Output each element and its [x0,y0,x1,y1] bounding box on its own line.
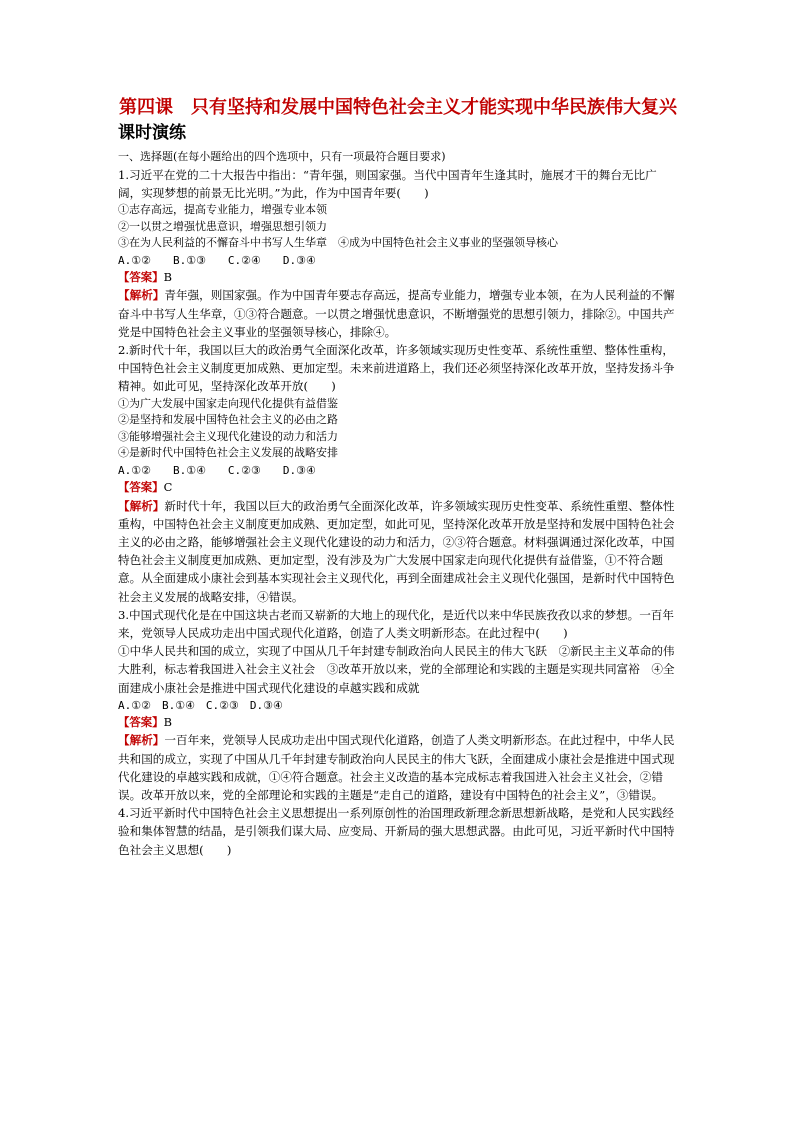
analysis-text: 一百年来，党领导人民成功走出中国式现代化道路，创造了人类文明新形态。在此过程中，中华人民共和国的成立，实现了中国从几千年封建专制政治向人民民主的伟大飞跃，全面建成小康社会是推进中国式现代化建设的卓越实践和成就，①④符合题意。社会主义改造的基本完成标志着我国进入社会主义社会，②错误。改革开放以来，党的全部理论和实践的主题是“走自己的道路，建设有中国特色的社会主义”，③错误。 [118,733,675,802]
section-heading: 一、选择题(在每小题给出的四个选项中，只有一项最符合题目要求) [118,150,446,163]
question-2 [118,341,678,606]
answer-value: B [163,714,172,729]
question-stem: 2.新时代十年，我国以巨大的政治勇气全面深化改革，许多领域实现历史性变革、系统性重塑、整体性重构，中国特色社会主义制度更加成熟、更加定型。未来前进道路上，我们还必须坚持深化改革开放，坚持发扬斗争精神。如此可见，坚持深化改革开放( ) [118,342,675,394]
choice-item: ①志存高远，提高专业能力，增强专业本领 [118,203,327,216]
section-subtitle: 课时演练 [118,123,186,143]
answer-line [118,714,678,732]
choice-item: ②是坚持和发展中国特色社会主义的必由之路 [118,413,338,427]
choice-item: ①为广大发展中国家走向现代化提供有益借鉴 [118,396,338,410]
document-page [118,96,678,859]
answer-options: A.①② B.①④ C.②③ D.③④ [118,463,316,477]
choice-item: ④是新时代中国特色社会主义发展的战略安排 [118,446,338,460]
choice-item: ②一以贯之增强忧患意识，增强思想引领力 [118,219,327,233]
question-4 [118,804,678,859]
analysis-block [118,731,678,804]
answer-line [118,479,678,497]
answer-tag: 【答案】 [118,479,164,494]
answer-options: A.①② B.①④ C.②③ D.③④ [118,698,283,712]
answer-tag: 【答案】 [118,714,164,729]
analysis-tag: 【解析】 [118,733,165,748]
analysis-text: 青年强，则国家强。作为中国青年要志存高远，提高专业能力，增强专业本领，在为人民利益的不懈奋斗中书写人生华章，①③符合题意。一以贯之增强忧患意识，不断增强党的思想引领力，排除②。中国共产党是中国特色社会主义事业的坚强领导核心，排除④。 [118,288,675,339]
choice-item: ③在为人民利益的不懈奋斗中书写人生华章 ④成为中国特色社会主义事业的坚强领导核心 [118,236,558,250]
analysis-text: 新时代十年，我国以巨大的政治勇气全面深化改革，许多领域实现历史性变革、系统性重塑、整体性重构，中国特色社会主义制度更加成熟、更加定型，如此可见，坚持深化改革开放是坚持和发展中国特色社会主义的必由之路，能够增强社会主义现代化建设的动力和活力，②③符合题意。材料强调通过深化改革，中国特色社会主义制度更加成熟、更加定型，没有涉及为广大发展中国家走向现代化提供有益借鉴，①不符合题意。从全面建成小康社会到基本实现社会主义现代化，再到全面建成社会主义现代化强国，是新时代中国特色社会主义发展的战略安排，④错误。 [118,498,675,604]
question-1 [118,166,678,341]
answer-value: B [163,269,172,284]
answer-tag: 【答案】 [118,269,164,284]
analysis-block [118,497,678,606]
answer-value: C [163,479,173,494]
question-stem: 3.中国式现代化是在中国这块古老而又崭新的大地上的现代化，是近代以来中华民族孜孜以求的梦想。一百年来，党领导人民成功走出中国式现代化道路，创造了人类文明新形态。在此过程中( ) [118,607,674,640]
analysis-block [118,286,678,341]
lesson-title: 第四课 只有坚持和发展中国特色社会主义才能实现中华民族伟大复兴 [119,97,677,118]
answer-line [118,269,678,287]
answer-options: A.①② B.①③ C.②④ D.③④ [118,253,316,267]
question-stem: 1.习近平在党的二十大报告中指出：“青年强，则国家强。当代中国青年生逢其时，施展才干的舞台无比广阔，实现梦想的前景无比光明。”为此，作为中国青年要( ) [118,167,657,200]
analysis-tag: 【解析】 [118,498,165,513]
choice-item: ③能够增强社会主义现代化建设的动力和活力 [118,429,338,443]
analysis-tag: 【解析】 [118,288,165,303]
question-stem: 4.习近平新时代中国特色社会主义思想提出一系列原创性的治国理政新理念新思想新战略，是党和人民实践经验和集体智慧的结晶，是引领我们谋大局、应变局、开新局的强大思想武器。由此可见，习近平新时代中国特色社会主义思想( ) [118,806,675,857]
question-3 [118,606,678,804]
choice-item: ①中华人民共和国的成立，实现了中国从几千年封建专制政治向人民民主的伟大飞跃 ②新民主主义革命的伟大胜利，标志着我国进入社会主义社会 ③改革开放以来，党的全部理论和实践的主题是实现共同富裕 ④全面建成小康社会是推进中国式现代化建设的卓越实践和成就 [118,644,675,695]
